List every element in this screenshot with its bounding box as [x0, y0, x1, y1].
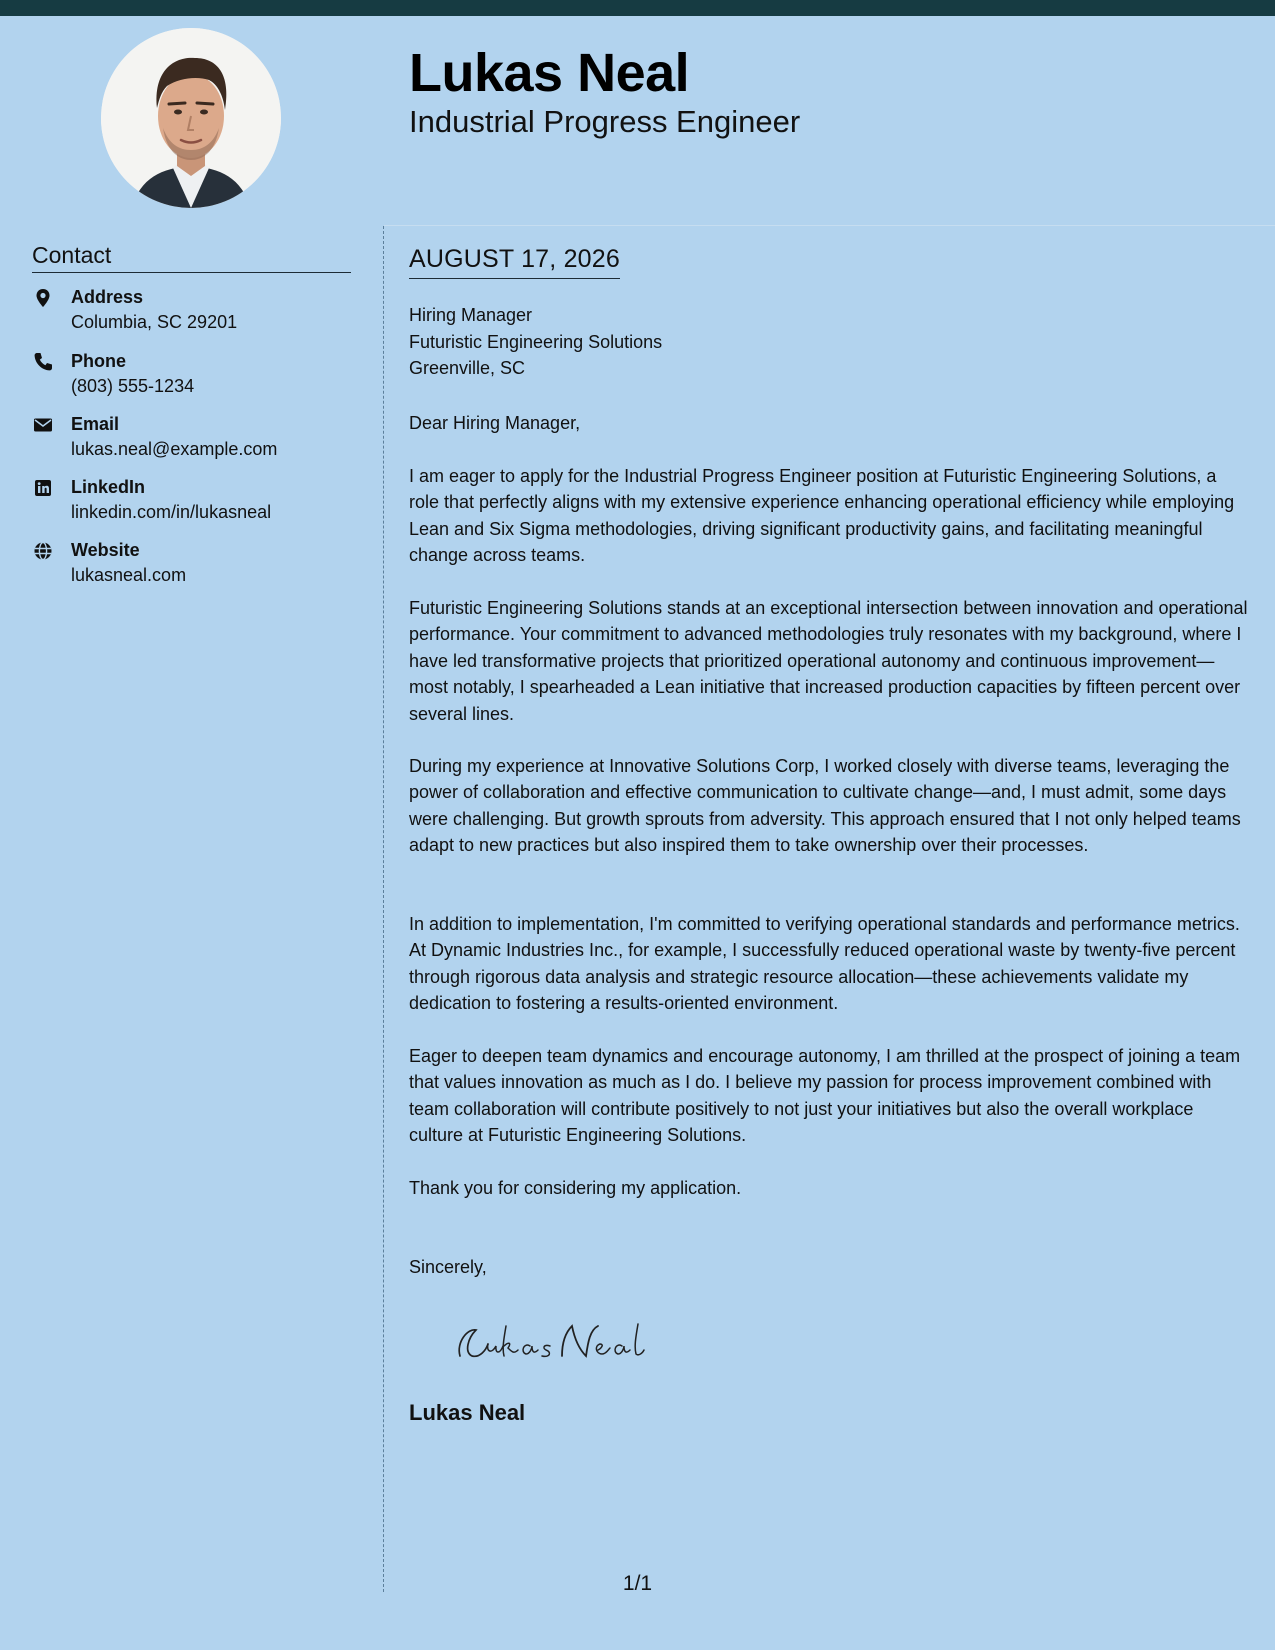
recipient-line: Greenville, SC: [409, 358, 526, 378]
body-paragraph: Thank you for considering my application.: [409, 1178, 742, 1198]
phone-icon: [32, 351, 54, 373]
recipient-block: [409, 302, 662, 382]
column-divider: [383, 226, 384, 1592]
salutation: Dear Hiring Manager,: [409, 413, 581, 433]
contact-value: (803) 555-1234: [71, 376, 195, 396]
signer-name: Lukas Neal: [409, 1400, 526, 1425]
contact-heading: Contact: [32, 240, 351, 273]
recipient-line: Futuristic Engineering Solutions: [409, 331, 663, 352]
job-title: Industrial Progress Engineer: [409, 104, 801, 139]
letter-date: AUGUST 17, 2026: [409, 243, 620, 279]
envelope-icon: [32, 414, 54, 436]
contact-label: Email: [71, 414, 120, 434]
recipient-line: Hiring Manager: [409, 305, 533, 325]
header-divider: [384, 225, 1275, 226]
page-number: 1/1: [622, 1572, 653, 1595]
contact-value[interactable]: linkedin.com/in/lukasneal: [71, 502, 272, 522]
body-paragraph: During my experience at Innovative Solutions Corp, I worked closely with diverse teams, leveraging the power of collaboration and effective communication to cultivate change—and, I must admit, some days were challenging. But growth sprouts from adversity. This approach ensured that I not only helped teams adapt to new practices but also inspired them to take ownership over their processes.: [409, 756, 1241, 856]
contact-value[interactable]: lukasneal.com: [71, 565, 187, 585]
contact-label: Address: [71, 287, 144, 307]
headshot-photo: [101, 28, 281, 208]
body-paragraph: Futuristic Engineering Solutions stands at an exceptional intersection between innovation and operational performance. Your commitment to advanced methodologies truly resonates with my background, where I have led transformative projects that prioritized operational autonomy and continuous improvement—most notably, I spearheaded a Lean initiative that increased production capacities by fifteen percent over several lines.: [409, 598, 1248, 724]
body-paragraph: Eager to deepen team dynamics and encourage autonomy, I am thrilled at the prospect of joining a team that values innovation as much as I do. I believe my passion for process improvement combined with team collaboration will contribute positively to not just your initiatives but also the overall workplace culture at Futuristic Engineering Solutions.: [409, 1046, 1241, 1146]
top-accent-bar: [0, 0, 1275, 16]
contact-label: Website: [71, 540, 140, 560]
body-paragraph: In addition to implementation, I'm committed to verifying operational standards and performance metrics. At Dynamic Industries Inc., for example, I successfully reduced operational waste by twenty-five percent through rigorous data analysis and strategic resource allocation—these achievements validate my dedication to fostering a results-oriented environment.: [409, 914, 1240, 1014]
handwritten-signature: [446, 1312, 646, 1377]
globe-icon: [32, 540, 54, 562]
closing: Sincerely,: [409, 1257, 487, 1277]
avatar: [101, 28, 281, 208]
contact-label: LinkedIn: [71, 477, 146, 497]
candidate-name: Lukas Neal: [409, 43, 690, 103]
body-paragraph: I am eager to apply for the Industrial Progress Engineer position at Futuristic Engineering Solutions, a role that perfectly aligns with my extensive experience enhancing operational efficiency while employing Lean and Six Sigma methodologies, driving significant productivity gains, and facilitating meaningful change across teams.: [409, 466, 1235, 566]
linkedin-icon: [32, 477, 54, 499]
map-pin-icon: [32, 287, 54, 309]
contact-value[interactable]: lukas.neal@example.com: [71, 439, 278, 459]
contact-label: Phone: [71, 351, 127, 371]
contact-value: Columbia, SC 29201: [71, 312, 238, 332]
